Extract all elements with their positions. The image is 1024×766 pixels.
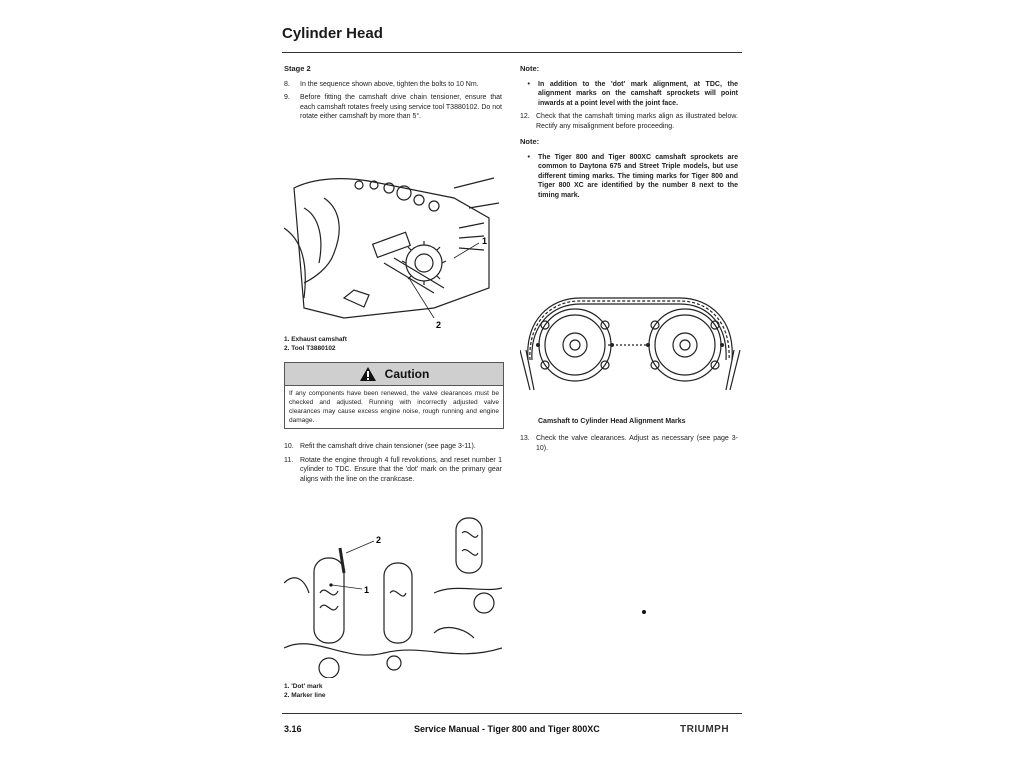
- step-10: [284, 442, 502, 452]
- step-text: In the sequence shown above, tighten the bolts to 10 Nm.: [300, 80, 479, 88]
- right-column-bottom: [520, 434, 738, 457]
- step-11: [284, 456, 502, 485]
- step-number: 11.: [284, 456, 294, 464]
- note2-heading: Note:: [520, 137, 540, 146]
- step-number: 10.: [284, 443, 294, 450]
- exhaust-camshaft-tool-illustration: [284, 168, 502, 333]
- bullet-icon: •: [527, 153, 530, 161]
- callout-2: 2: [436, 320, 442, 330]
- caption-dot-mark: 1. 'Dot' mark: [284, 683, 323, 690]
- brand-logo: TRIUMPH: [680, 724, 730, 735]
- callout-2: 2: [376, 535, 382, 545]
- note2-item: [520, 153, 738, 201]
- note1-text: In addition to the 'dot' mark alignment, at TDC, the alignment marks on the camshaft sprockets will point inwards at a point level with the joint face.: [538, 80, 738, 107]
- stray-dot: [642, 610, 646, 614]
- step-text: Check the valve clearances. Adjust as necessary (see page 3-10).: [536, 435, 738, 452]
- page-number: 3.16: [284, 724, 302, 734]
- caption-exhaust-camshaft: 1. Exhaust camshaft: [284, 336, 347, 343]
- step-8: [284, 80, 502, 90]
- crankcase-dot-mark-illustration: [284, 513, 502, 678]
- footer-rule: [282, 713, 742, 714]
- title-rule: [282, 52, 742, 53]
- callout-1: 1: [364, 585, 370, 595]
- step-13: [520, 434, 738, 453]
- caption-tool: 2. Tool T3880102: [284, 344, 336, 352]
- right-column-top: [520, 64, 738, 204]
- note2-text: The Tiger 800 and Tiger 800XC camshaft sprockets are common to Daytona 675 and Street Triple models, but use different timing marks. The timing marks for Tiger 800 and Tiger 800 XC are identified by the number 8 next to the timing mark.: [538, 153, 738, 199]
- caption-marker-line: 2. Marker line: [284, 691, 326, 699]
- step-text: Refit the camshaft drive chain tensioner (see page 3-11).: [300, 443, 476, 450]
- left-column-top: [284, 64, 502, 126]
- caution-box: [284, 362, 504, 429]
- step-text: Check that the camshaft timing marks align as illustrated below. Rectify any misalignment before proceeding.: [536, 113, 738, 130]
- note1-heading: Note:: [520, 64, 540, 73]
- step-number: 12.: [520, 113, 530, 120]
- manual-page: [276, 8, 746, 760]
- caution-heading: Caution: [384, 367, 430, 381]
- caution-header: [285, 363, 503, 386]
- stage-heading: Stage 2: [284, 64, 311, 73]
- step-number: 13.: [520, 435, 530, 442]
- bullet-icon: •: [527, 80, 530, 88]
- figure2-captions: [284, 683, 326, 700]
- manual-title: Service Manual - Tiger 800 and Tiger 800XC: [414, 724, 600, 734]
- left-column-bottom: [284, 442, 502, 488]
- figure1-captions: [284, 336, 347, 353]
- note1-item: [520, 80, 738, 109]
- camshaft-sprocket-alignment-illustration: [520, 290, 742, 410]
- step-12: [520, 112, 738, 131]
- step-9: [284, 93, 502, 122]
- caution-text: If any components have been renewed, the valve clearances must be checked and adjusted. Running with incorrectly adjusted valve clearances may cause excess engine noise, rough running and engine damage.: [289, 390, 499, 424]
- page-title: Cylinder Head: [282, 25, 383, 42]
- figure3-caption: Camshaft to Cylinder Head Alignment Marks: [538, 418, 686, 425]
- warning-icon: [359, 366, 377, 382]
- callout-1: 1: [482, 236, 488, 246]
- step-number: 8.: [284, 80, 290, 88]
- step-text: Rotate the engine through 4 full revolutions, and reset number 1 cylinder to TDC. Ensure that the 'dot' mark on the primary gear aligns with the line on the crankcase.: [300, 456, 502, 483]
- step-number: 9.: [284, 94, 290, 101]
- step-text: Before fitting the camshaft drive chain tensioner, ensure that each camshaft rotates freely using service tool T3880102. Do not rotate either camshaft by more than 5°.: [300, 94, 502, 120]
